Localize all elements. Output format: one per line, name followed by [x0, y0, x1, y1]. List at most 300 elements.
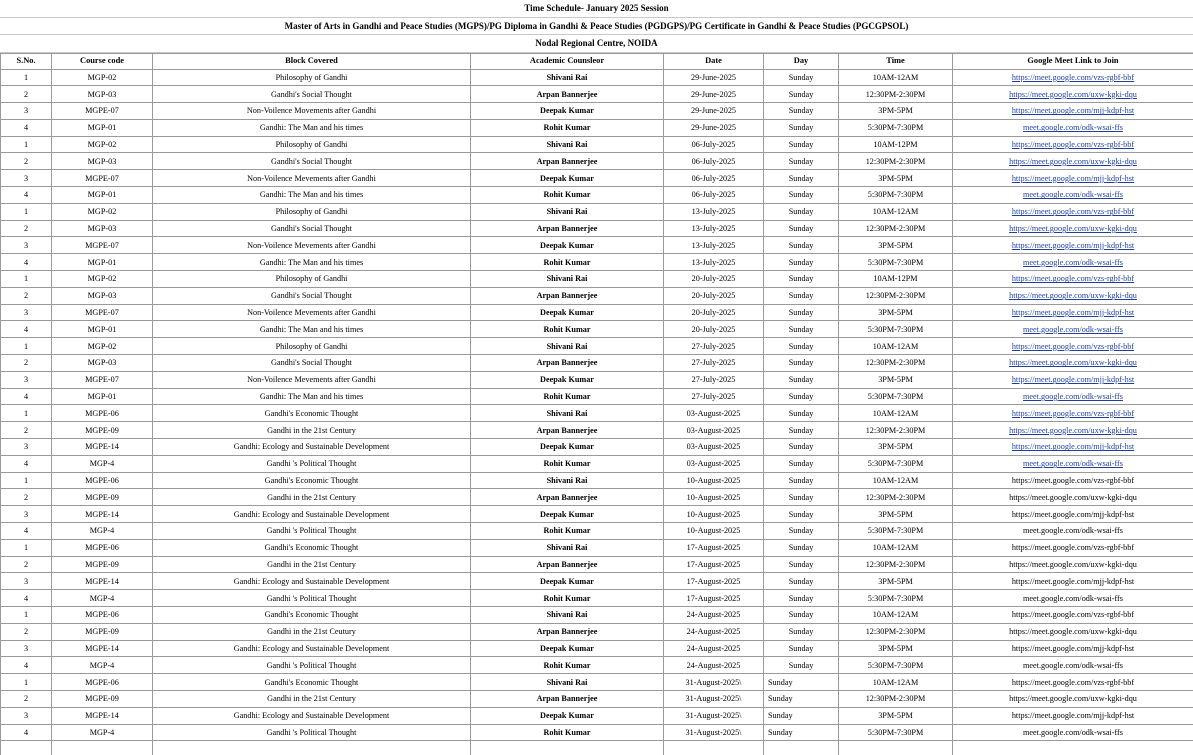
cell-date: 10-August-2025 [664, 506, 764, 523]
col-header-counsellor: Academic Counsleor [471, 53, 664, 69]
cell-date: 13-July-2025 [664, 203, 764, 220]
cell-date: 20-July-2025 [664, 321, 764, 338]
cell-sno: 1 [1, 338, 52, 355]
cell-course-code: MGPE-09 [52, 556, 153, 573]
cell-time: 12:30PM-2:30PM [839, 556, 953, 573]
cell-time: 5:30PM-7:30PM [839, 590, 953, 607]
cell-meet-link[interactable]: https://meet.google.com/uxw-kgki-dqu [953, 489, 1193, 506]
cell-day: Sunday [764, 455, 839, 472]
cell-time: 10AM-12PM [839, 136, 953, 153]
cell-meet-link[interactable]: meet.google.com/odk-wsai-ffs [953, 254, 1193, 271]
cell-counsellor: Shivani Rai [471, 674, 664, 691]
cell-counsellor: Deepak Kumar [471, 304, 664, 321]
cell-day: Sunday [764, 237, 839, 254]
cell-sno: 4 [1, 590, 52, 607]
cell-sno: 1 [1, 136, 52, 153]
table-row [1, 254, 1193, 271]
col-header-day: Day [764, 53, 839, 69]
cell-date: 13-July-2025 [664, 254, 764, 271]
cell-date: 06-July-2025 [664, 153, 764, 170]
cell-date: 10-August-2025 [664, 472, 764, 489]
cell-course-code: MGP-4 [52, 590, 153, 607]
cell-meet-link[interactable]: https://meet.google.com/mjj-kdpf-hst [953, 707, 1193, 724]
cell-day: Sunday [764, 304, 839, 321]
cell-time: 3PM-5PM [839, 170, 953, 187]
cell-counsellor: Deepak Kumar [471, 439, 664, 456]
cell-meet-link[interactable]: meet.google.com/odk-wsai-ffs [953, 657, 1193, 674]
cell-day: Sunday [764, 103, 839, 120]
cell-course-code: MGP-4 [52, 455, 153, 472]
cell-block-covered: Gandhi: Ecology and Sustainable Development [153, 506, 471, 523]
cell-date: 27-July-2025 [664, 338, 764, 355]
cell-block-covered: Gandhi 's Political Thought [153, 590, 471, 607]
cell-date: 17-August-2025 [664, 590, 764, 607]
table-row [1, 220, 1193, 237]
cell-course-code: MGP-01 [52, 321, 153, 338]
cell-counsellor: Deepak Kumar [471, 707, 664, 724]
cell-meet-link[interactable]: https://meet.google.com/uxw-kgki-dqu [953, 422, 1193, 439]
cell-block-covered: Non-Voilence Mevements after Gandhi [153, 237, 471, 254]
cell-date: 29-June-2025 [664, 69, 764, 86]
cell-sno: 4 [1, 187, 52, 204]
cell-date: 03-August-2025 [664, 422, 764, 439]
cell-block-covered: Gandhi's Social Thought [153, 220, 471, 237]
cell-counsellor: Rohit Kumar [471, 119, 664, 136]
cell-meet-link[interactable]: https://meet.google.com/vzs-rgbf-bbf [953, 607, 1193, 624]
cell-date: 03-August-2025 [664, 455, 764, 472]
cell-time: 3PM-5PM [839, 439, 953, 456]
col-header-meet-link: Google Meet Link to Join [953, 53, 1193, 69]
cell-block-covered: Gandhi 's Political Thought [153, 724, 471, 741]
cell-meet-link[interactable]: https://meet.google.com/vzs-rgbf-bbf [953, 203, 1193, 220]
cell-counsellor: Shivani Rai [471, 539, 664, 556]
cell-day: Sunday [764, 674, 839, 691]
cell-time: 5:30PM-7:30PM [839, 254, 953, 271]
cell-day: Sunday [764, 287, 839, 304]
cell-counsellor: Deepak Kumar [471, 170, 664, 187]
cell-counsellor: Deepak Kumar [471, 573, 664, 590]
cell-meet-link[interactable]: https://meet.google.com/mjj-kdpf-hst [953, 640, 1193, 657]
table-row [1, 388, 1193, 405]
cell-day: Sunday [764, 573, 839, 590]
cell-time: 3PM-5PM [839, 506, 953, 523]
cell-sno: 1 [1, 69, 52, 86]
cell-course-code: MGPE-06 [52, 472, 153, 489]
cell-sno: 4 [1, 119, 52, 136]
cell-meet-link[interactable]: https://meet.google.com/mjj-kdpf-hst [953, 439, 1193, 456]
cell-block-covered: Gandhi: Ecology and Sustainable Development [153, 439, 471, 456]
cell-block-covered: Gandhi: The Man and his times [153, 119, 471, 136]
cell-date: 24-August-2025 [664, 640, 764, 657]
cell-meet-link[interactable]: https://meet.google.com/vzs-rgbf-bbf [953, 69, 1193, 86]
table-row [1, 623, 1193, 640]
cell-block-covered: Philosophy of Gandhi [153, 203, 471, 220]
cell-course-code: MGP-4 [52, 657, 153, 674]
cell-day: Sunday [764, 690, 839, 707]
cell-day: Sunday [764, 220, 839, 237]
cell-day: Sunday [764, 422, 839, 439]
cell-time: 5:30PM-7:30PM [839, 187, 953, 204]
cell-course-code: MGPE-07 [52, 371, 153, 388]
cell-meet-link[interactable]: https://meet.google.com/vzs-rgbf-bbf [953, 271, 1193, 288]
cell-counsellor: Rohit Kumar [471, 455, 664, 472]
cell-time: 3PM-5PM [839, 573, 953, 590]
table-row [1, 405, 1193, 422]
cell-date: 06-July-2025 [664, 136, 764, 153]
cell-date: 20-July-2025 [664, 287, 764, 304]
cell-time: 12:30PM-2:30PM [839, 287, 953, 304]
cell-date: 31-August-2025\ [664, 690, 764, 707]
empty-cell [664, 741, 764, 755]
cell-counsellor: Deepak Kumar [471, 640, 664, 657]
cell-sno: 3 [1, 707, 52, 724]
empty-cell [839, 741, 953, 755]
cell-day: Sunday [764, 405, 839, 422]
cell-meet-link[interactable]: meet.google.com/odk-wsai-ffs [953, 455, 1193, 472]
table-row [1, 724, 1193, 741]
cell-counsellor: Deepak Kumar [471, 103, 664, 120]
cell-time: 10AM-12AM [839, 203, 953, 220]
cell-meet-link[interactable]: meet.google.com/odk-wsai-ffs [953, 724, 1193, 741]
cell-block-covered: Gandhi: Ecology and Sustainable Development [153, 640, 471, 657]
cell-meet-link[interactable]: https://meet.google.com/mjj-kdpf-hst [953, 237, 1193, 254]
cell-block-covered: Gandhi's Economic Thought [153, 607, 471, 624]
cell-block-covered: Gandhi in the 21st Century [153, 556, 471, 573]
cell-block-covered: Gandhi 's Political Thought [153, 657, 471, 674]
cell-counsellor: Shivani Rai [471, 203, 664, 220]
cell-time: 3PM-5PM [839, 707, 953, 724]
cell-time: 12:30PM-2:30PM [839, 489, 953, 506]
cell-block-covered: Gandhi in the 21st Century [153, 422, 471, 439]
cell-time: 5:30PM-7:30PM [839, 321, 953, 338]
cell-counsellor: Arpan Bannerjee [471, 287, 664, 304]
centre-title: Nodal Regional Centre, NOIDA [0, 35, 1193, 53]
cell-day: Sunday [764, 657, 839, 674]
col-header-course-code: Course code [52, 53, 153, 69]
cell-counsellor: Arpan Bannerjee [471, 690, 664, 707]
cell-counsellor: Arpan Bannerjee [471, 489, 664, 506]
cell-day: Sunday [764, 203, 839, 220]
table-row [1, 136, 1193, 153]
cell-time: 5:30PM-7:30PM [839, 119, 953, 136]
cell-block-covered: Gandhi's Social Thought [153, 355, 471, 372]
cell-course-code: MGP-01 [52, 254, 153, 271]
table-row [1, 86, 1193, 103]
table-row [1, 237, 1193, 254]
cell-block-covered: Non-Voilence Mevements after Gandhi [153, 170, 471, 187]
empty-row [1, 741, 1193, 755]
col-header-block-covered: Block Covered [153, 53, 471, 69]
cell-day: Sunday [764, 489, 839, 506]
cell-meet-link[interactable]: meet.google.com/odk-wsai-ffs [953, 321, 1193, 338]
cell-course-code: MGP-03 [52, 153, 153, 170]
cell-sno: 1 [1, 607, 52, 624]
cell-date: 20-July-2025 [664, 271, 764, 288]
cell-time: 5:30PM-7:30PM [839, 455, 953, 472]
cell-counsellor: Shivani Rai [471, 136, 664, 153]
cell-sno: 1 [1, 674, 52, 691]
cell-meet-link[interactable]: meet.google.com/odk-wsai-ffs [953, 187, 1193, 204]
cell-sno: 1 [1, 203, 52, 220]
table-row [1, 203, 1193, 220]
cell-day: Sunday [764, 539, 839, 556]
cell-time: 5:30PM-7:30PM [839, 657, 953, 674]
table-row [1, 640, 1193, 657]
cell-block-covered: Gandhi's Economic Thought [153, 405, 471, 422]
table-row [1, 170, 1193, 187]
cell-date: 31-August-2025\ [664, 707, 764, 724]
cell-time: 12:30PM-2:30PM [839, 690, 953, 707]
table-row [1, 472, 1193, 489]
cell-block-covered: Gandhi in the 21st Ceutury [153, 623, 471, 640]
cell-time: 10AM-12AM [839, 472, 953, 489]
cell-meet-link[interactable]: https://meet.google.com/mjj-kdpf-hst [953, 103, 1193, 120]
cell-sno: 1 [1, 539, 52, 556]
empty-cell [471, 741, 664, 755]
cell-course-code: MGPE-07 [52, 170, 153, 187]
cell-day: Sunday [764, 153, 839, 170]
cell-sno: 4 [1, 657, 52, 674]
empty-cell [52, 741, 153, 755]
cell-meet-link[interactable]: https://meet.google.com/uxw-kgki-dqu [953, 220, 1193, 237]
cell-day: Sunday [764, 388, 839, 405]
cell-block-covered: Gandhi: Ecology and Sustainable Development [153, 573, 471, 590]
cell-meet-link[interactable]: https://meet.google.com/uxw-kgki-dqu [953, 355, 1193, 372]
cell-block-covered: Gandhi's Economic Thought [153, 539, 471, 556]
cell-block-covered: Philosophy of Gandhi [153, 69, 471, 86]
cell-sno: 3 [1, 103, 52, 120]
cell-block-covered: Philosophy of Gandhi [153, 338, 471, 355]
cell-course-code: MGPE-09 [52, 489, 153, 506]
table-row [1, 69, 1193, 86]
cell-meet-link[interactable]: https://meet.google.com/mjj-kdpf-hst [953, 573, 1193, 590]
cell-course-code: MGP-02 [52, 136, 153, 153]
cell-sno: 2 [1, 422, 52, 439]
cell-sno: 3 [1, 304, 52, 321]
cell-date: 31-August-2025\ [664, 724, 764, 741]
table-row [1, 707, 1193, 724]
cell-day: Sunday [764, 506, 839, 523]
cell-date: 24-August-2025 [664, 623, 764, 640]
cell-time: 10AM-12AM [839, 69, 953, 86]
cell-meet-link[interactable]: https://meet.google.com/uxw-kgki-dqu [953, 287, 1193, 304]
cell-course-code: MGPE-14 [52, 573, 153, 590]
cell-time: 12:30PM-2:30PM [839, 153, 953, 170]
cell-meet-link[interactable]: https://meet.google.com/uxw-kgki-dqu [953, 153, 1193, 170]
table-row [1, 573, 1193, 590]
cell-course-code: MGP-01 [52, 119, 153, 136]
cell-meet-link[interactable]: https://meet.google.com/uxw-kgki-dqu [953, 556, 1193, 573]
cell-course-code: MGPE-09 [52, 690, 153, 707]
col-header-date: Date [664, 53, 764, 69]
cell-meet-link[interactable]: meet.google.com/odk-wsai-ffs [953, 388, 1193, 405]
cell-sno: 1 [1, 271, 52, 288]
cell-sno: 2 [1, 355, 52, 372]
cell-time: 12:30PM-2:30PM [839, 422, 953, 439]
cell-sno: 1 [1, 472, 52, 489]
cell-block-covered: Gandhi: The Man and his times [153, 254, 471, 271]
cell-meet-link[interactable]: https://meet.google.com/mjj-kdpf-hst [953, 506, 1193, 523]
cell-date: 31-August-2025\ [664, 674, 764, 691]
cell-sno: 3 [1, 573, 52, 590]
cell-counsellor: Arpan Bannerjee [471, 623, 664, 640]
cell-date: 10-August-2025 [664, 489, 764, 506]
cell-sno: 2 [1, 489, 52, 506]
cell-sno: 3 [1, 640, 52, 657]
cell-sno: 4 [1, 254, 52, 271]
cell-day: Sunday [764, 119, 839, 136]
cell-course-code: MGP-02 [52, 271, 153, 288]
cell-time: 3PM-5PM [839, 304, 953, 321]
cell-block-covered: Gandhi in the 21st Century [153, 690, 471, 707]
col-header-sno: S.No. [1, 53, 52, 69]
cell-meet-link[interactable]: meet.google.com/odk-wsai-ffs [953, 590, 1193, 607]
empty-cell [764, 741, 839, 755]
cell-sno: 2 [1, 220, 52, 237]
cell-time: 10AM-12AM [839, 607, 953, 624]
cell-course-code: MGPE-09 [52, 422, 153, 439]
table-row [1, 674, 1193, 691]
cell-counsellor: Arpan Bannerjee [471, 556, 664, 573]
cell-meet-link[interactable]: https://meet.google.com/vzs-rgbf-bbf [953, 338, 1193, 355]
cell-sno: 3 [1, 439, 52, 456]
table-row [1, 539, 1193, 556]
cell-block-covered: Gandhi's Social Thought [153, 287, 471, 304]
cell-meet-link[interactable]: https://meet.google.com/vzs-rgbf-bbf [953, 136, 1193, 153]
cell-course-code: MGP-01 [52, 388, 153, 405]
cell-day: Sunday [764, 338, 839, 355]
cell-date: 27-July-2025 [664, 388, 764, 405]
cell-date: 24-August-2025 [664, 607, 764, 624]
cell-meet-link[interactable]: https://meet.google.com/mjj-kdpf-hst [953, 304, 1193, 321]
table-row [1, 338, 1193, 355]
cell-time: 3PM-5PM [839, 371, 953, 388]
table-row [1, 422, 1193, 439]
cell-counsellor: Arpan Bannerjee [471, 422, 664, 439]
table-row [1, 690, 1193, 707]
cell-course-code: MGPE-14 [52, 506, 153, 523]
cell-sno: 3 [1, 237, 52, 254]
cell-time: 12:30PM-2:30PM [839, 86, 953, 103]
cell-counsellor: Arpan Bannerjee [471, 153, 664, 170]
cell-block-covered: Non-Voilence Movements after Gandhi [153, 103, 471, 120]
cell-counsellor: Rohit Kumar [471, 187, 664, 204]
empty-cell [1, 741, 52, 755]
cell-block-covered: Gandhi's Social Thought [153, 153, 471, 170]
cell-counsellor: Shivani Rai [471, 338, 664, 355]
cell-meet-link[interactable]: meet.google.com/odk-wsai-ffs [953, 523, 1193, 540]
programme-title: Master of Arts in Gandhi and Peace Studies (MGPS)/PG Diploma in Gandhi & Peace Studies (PGDGPS)/PG Certificate in Gandhi & Peace Studies (PGCGPSOL) [0, 18, 1193, 36]
table-row [1, 657, 1193, 674]
cell-meet-link[interactable]: https://meet.google.com/uxw-kgki-dqu [953, 690, 1193, 707]
cell-time: 10AM-12AM [839, 405, 953, 422]
cell-course-code: MGP-02 [52, 203, 153, 220]
cell-date: 29-June-2025 [664, 119, 764, 136]
cell-course-code: MGPE-06 [52, 405, 153, 422]
cell-course-code: MGP-4 [52, 523, 153, 540]
cell-time: 5:30PM-7:30PM [839, 724, 953, 741]
cell-date: 06-July-2025 [664, 187, 764, 204]
cell-day: Sunday [764, 187, 839, 204]
cell-block-covered: Gandhi's Economic Thought [153, 674, 471, 691]
cell-day: Sunday [764, 707, 839, 724]
cell-date: 17-August-2025 [664, 539, 764, 556]
cell-date: 13-July-2025 [664, 220, 764, 237]
cell-day: Sunday [764, 170, 839, 187]
cell-course-code: MGPE-06 [52, 607, 153, 624]
cell-date: 03-August-2025 [664, 405, 764, 422]
cell-meet-link[interactable]: https://meet.google.com/vzs-rgbf-bbf [953, 405, 1193, 422]
cell-block-covered: Non-Voilence Mevements after Gandhi [153, 304, 471, 321]
cell-date: 17-August-2025 [664, 556, 764, 573]
table-row [1, 489, 1193, 506]
cell-day: Sunday [764, 136, 839, 153]
cell-day: Sunday [764, 254, 839, 271]
table-row [1, 119, 1193, 136]
cell-meet-link[interactable]: https://meet.google.com/uxw-kgki-dqu [953, 86, 1193, 103]
table-row [1, 103, 1193, 120]
cell-day: Sunday [764, 590, 839, 607]
cell-sno: 4 [1, 455, 52, 472]
cell-course-code: MGP-03 [52, 287, 153, 304]
cell-course-code: MGPE-07 [52, 103, 153, 120]
cell-course-code: MGP-03 [52, 220, 153, 237]
cell-meet-link[interactable]: https://meet.google.com/mjj-kdpf-hst [953, 170, 1193, 187]
cell-time: 3PM-5PM [839, 103, 953, 120]
cell-course-code: MGPE-07 [52, 304, 153, 321]
table-header-row [1, 53, 1193, 69]
cell-counsellor: Deepak Kumar [471, 506, 664, 523]
cell-sno: 2 [1, 556, 52, 573]
cell-date: 17-August-2025 [664, 573, 764, 590]
cell-counsellor: Rohit Kumar [471, 590, 664, 607]
cell-counsellor: Rohit Kumar [471, 388, 664, 405]
cell-block-covered: Gandhi: The Man and his times [153, 187, 471, 204]
cell-counsellor: Arpan Bannerjee [471, 220, 664, 237]
cell-date: 03-August-2025 [664, 439, 764, 456]
cell-meet-link[interactable]: meet.google.com/odk-wsai-ffs [953, 119, 1193, 136]
cell-day: Sunday [764, 623, 839, 640]
schedule-table [0, 53, 1193, 755]
cell-course-code: MGP-02 [52, 69, 153, 86]
cell-sno: 2 [1, 623, 52, 640]
cell-counsellor: Rohit Kumar [471, 523, 664, 540]
cell-day: Sunday [764, 439, 839, 456]
cell-date: 29-June-2025 [664, 103, 764, 120]
cell-date: 06-July-2025 [664, 170, 764, 187]
cell-meet-link[interactable]: https://meet.google.com/vzs-rgbf-bbf [953, 674, 1193, 691]
cell-counsellor: Deepak Kumar [471, 371, 664, 388]
cell-block-covered: Gandhi 's Political Thought [153, 455, 471, 472]
cell-date: 20-July-2025 [664, 304, 764, 321]
schedule-title: Time Schedule- January 2025 Session [0, 0, 1193, 18]
table-row [1, 371, 1193, 388]
cell-meet-link[interactable]: https://meet.google.com/uxw-kgki-dqu [953, 623, 1193, 640]
cell-counsellor: Shivani Rai [471, 69, 664, 86]
cell-block-covered: Non-Voilence Mevements after Gandhi [153, 371, 471, 388]
cell-sno: 3 [1, 170, 52, 187]
empty-cell [153, 741, 471, 755]
cell-meet-link[interactable]: https://meet.google.com/vzs-rgbf-bbf [953, 472, 1193, 489]
cell-sno: 2 [1, 86, 52, 103]
cell-day: Sunday [764, 371, 839, 388]
cell-counsellor: Shivani Rai [471, 405, 664, 422]
cell-meet-link[interactable]: https://meet.google.com/mjj-kdpf-hst [953, 371, 1193, 388]
cell-date: 29-June-2025 [664, 86, 764, 103]
cell-meet-link[interactable]: https://meet.google.com/vzs-rgbf-bbf [953, 539, 1193, 556]
cell-block-covered: Gandhi's Social Thought [153, 86, 471, 103]
cell-counsellor: Rohit Kumar [471, 724, 664, 741]
